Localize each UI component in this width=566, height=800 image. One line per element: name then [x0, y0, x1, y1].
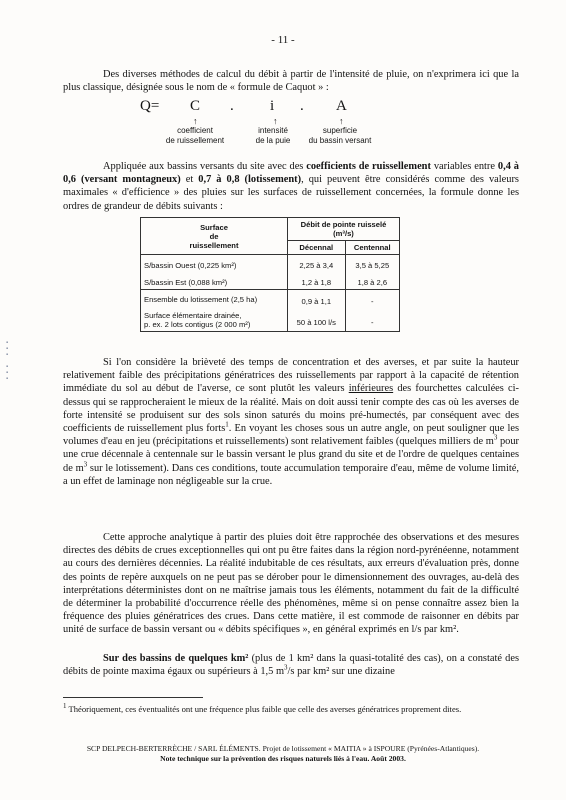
flow-table [140, 217, 400, 332]
footer-line-1: SCP DELPECH-BERTERRÈCHE / SARL ÉLÉMENTS. Projet de lotissement « MAITIA » à ISPOURE (Pyrénées-Atlantiques). [86, 744, 480, 753]
row-decennal: 0,9 à 1,1 50 à 100 l/s [288, 290, 346, 332]
table-row [141, 290, 400, 332]
formula-q: Q= [140, 98, 160, 114]
table-header-row [141, 218, 400, 241]
legend-coefficient: coefficient de ruissellement [165, 126, 225, 145]
header-surface: Surface de ruissellement [141, 218, 288, 255]
row-label: Ensemble du lotissement (2,5 ha) Surface élémentaire drainée, p. ex. 2 lots contigus (2 000 m²) [141, 290, 288, 332]
legend-intensity: intensité de la puie [255, 126, 291, 145]
footnote-rule [63, 697, 203, 698]
footnote: $^1$ Théoriquement, ces éventualités ont une fréquence plus faible que celle des averses génératrices proprement dites. [63, 702, 462, 714]
row-label: S/bassin Ouest (0,225 km²) S/bassin Est (0,088 km²) [141, 255, 288, 290]
margin-mark: ▪ ▪ ▪ ▪ ▪ ▪ [6, 340, 9, 382]
arrow-a: ↑ [339, 116, 344, 126]
observations-paragraph: Cette approche analytique à partir des pluies doit être rapprochée des observations et des mesures directes des débits de crues exceptionnelles qui ont pu être faites dans la région nord-pyrénéenne, notamment au cours des dernières décennies. La réalité indubitable de ces résultats, aux erreurs d'évaluation près, donne des points de repère auxquels on ne peut pas se dérober pour le dimensionnement des ouvrages, au-delà des interprétations déterministes dont on ne maîtrise jamais tous les éléments, notamment du fait de la difficulté de déterminer la probabilité d'occurrence réelle des phénomènes, même si on pense connaître assez bien la fréquence des pluies génératrices des crues. Dans cette matière, il est commode de raisonner en débits par unité de surface de bassin versant ou « débits spécifiques », en général exprimés en l/s par km². [63, 532, 519, 636]
intro-paragraph: Des diverses méthodes de calcul du débit à partir de l'intensité de pluie, on n'exprimera ici que la plus classique, désignée sous le nom de « formule de Caquot » : [63, 69, 519, 94]
header-decennal: Décennal [288, 241, 346, 255]
formula-dot-2: . [300, 98, 304, 114]
formula-c: C [190, 98, 201, 114]
page-number: - 11 - [271, 34, 295, 46]
arrow-c: ↑ [193, 116, 198, 126]
table-row [141, 255, 400, 290]
formula-i: i [270, 98, 275, 114]
row-decennal: 2,25 à 3,4 1,2 à 1,8 [288, 255, 346, 290]
formula-dot-1: . [230, 98, 234, 114]
legend-area: superficie du bassin versant [308, 126, 372, 145]
header-centennal: Centennal [345, 241, 399, 255]
analysis-paragraph: Si l'on considère la brièveté des temps de concentration et des averses, et par suite la hauteur relativement faible des précipitations génératrices des ruissellements par rapport à la capacité de rétention immédiate du sol au début de l'averse, ce sont plutôt les valeurs inférieures des fourchettes calculées ci-dessus qui se rapprocheraient le mieux de la réalité. Mais on doit aussi tenir compte des cas où les averses de forte intensité se produisent sur des sols sinon saturés du moins pré-humectés, par conséquent avec des coefficients de ruissellement plus forts$^1$. En voyant les choses sous un autre angle, on peut souligner que les volumes d'eau en jeu (précipitations et ruissellements) sont relativement faibles (quelques milliers de $m^3$ pour une crue décennale à centennale sur le bassin versant le plus grand du site et de l'ordre de quelques centaines de $m^3$ sur le lotissement). Dans ces conditions, toute accumulation temporaire d'eau, même de volume limité, a un effet de laminage non négligeable sur la crue. [63, 357, 519, 487]
formula-a: A [336, 98, 347, 114]
arrow-i: ↑ [273, 116, 278, 126]
basins-paragraph: Sur des bassins de quelques km² (plus de 1 km² dans la quasi-totalité des cas), on a constaté des débits de pointe maxima égaux ou supérieurs à 1,5 $m^3/s$ par km² sur une dizaine [63, 653, 519, 678]
row-centennal: 3,5 à 5,25 1,8 à 2,6 [345, 255, 399, 290]
header-debit: Débit de pointe ruisselé (m³/s) [288, 218, 400, 241]
footer-line-2: Note technique sur la prévention des risques naturels liés à l'eau. Août 2003. [160, 754, 406, 763]
runoff-paragraph: Appliquée aux bassins versants du site avec des coefficients de ruissellement variables entre 0,4 à 0,6 (versant montagneux) et 0,7 à 0,8 (lotissement), qui peuvent être considérés comme des valeurs maximales « d'efficience » des pluies sur les surfaces de ruissellement concernées, la formule donne les ordres de grandeur de débits suivants : [63, 161, 519, 212]
row-centennal: - - [345, 290, 399, 332]
